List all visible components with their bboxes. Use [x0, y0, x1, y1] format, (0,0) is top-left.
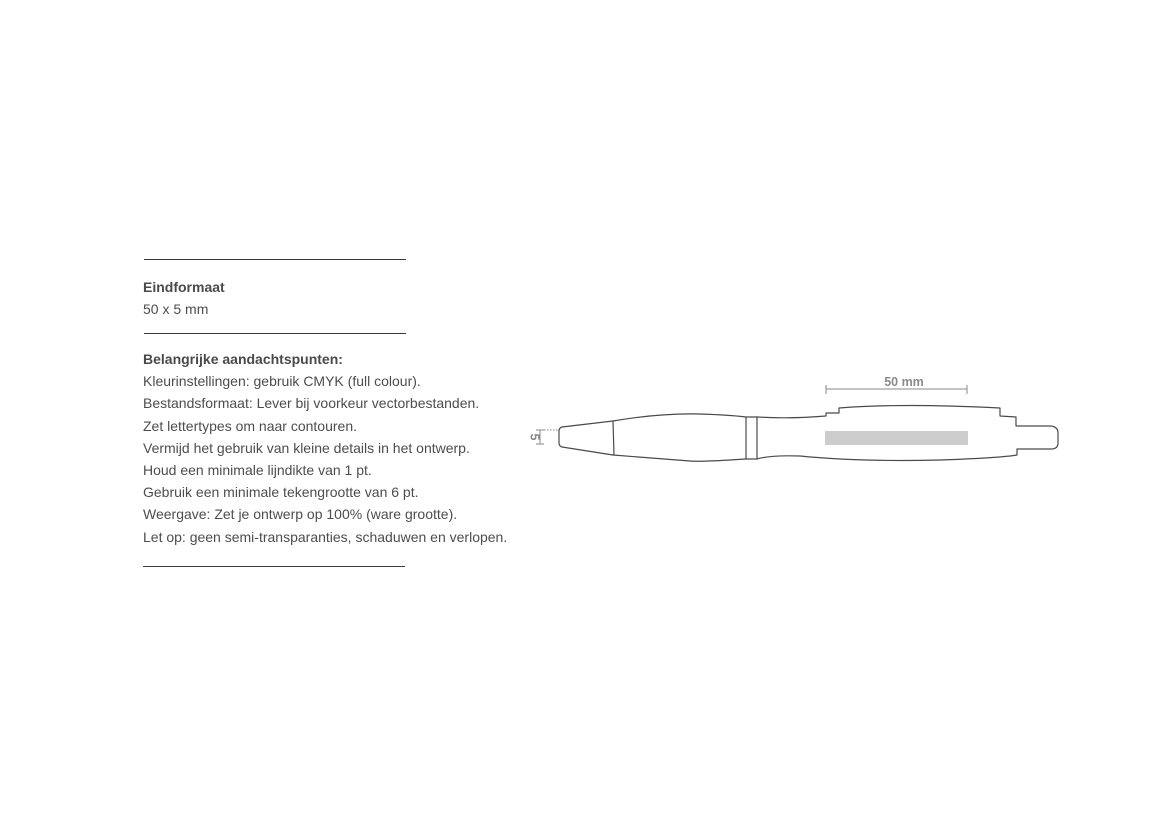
note-item-font-size: Gebruik een minimale tekengrootte van 6 pt.	[143, 484, 419, 501]
format-value: 50 x 5 mm	[143, 301, 209, 318]
note-item-outlines: Zet lettertypes om naar contouren.	[143, 417, 357, 434]
pen-diagram	[520, 370, 1065, 470]
format-heading: Eindformaat	[143, 279, 225, 295]
note-item-line-width: Houd een minimale lijndikte van 1 pt.	[143, 462, 372, 479]
pen-outline	[559, 406, 1058, 462]
grip-line-left	[613, 421, 614, 455]
print-area	[825, 431, 968, 445]
notes-heading: Belangrijke aandachtspunten:	[143, 351, 343, 367]
width-dimension-label: 50 mm	[884, 375, 924, 389]
divider-bottom	[143, 566, 405, 567]
pen-tip	[559, 421, 613, 455]
divider-middle	[144, 333, 406, 334]
notes-section	[143, 348, 507, 548]
divider-top	[144, 259, 406, 260]
note-item-details: Vermijd het gebruik van kleine details in het ontwerp.	[143, 439, 470, 456]
format-section	[143, 276, 225, 320]
note-item-effects: Let op: geen semi-transparanties, schaduwen en verlopen.	[143, 528, 508, 545]
note-item-colour: Kleurinstellingen: gebruik CMYK (full colour).	[143, 373, 421, 390]
note-item-file-format: Bestandsformaat: Lever bij voorkeur vectorbestanden.	[143, 395, 480, 412]
height-dimension-label: 5	[527, 433, 542, 441]
note-item-scale: Weergave: Zet je ontwerp op 100% (ware grootte).	[143, 506, 458, 523]
